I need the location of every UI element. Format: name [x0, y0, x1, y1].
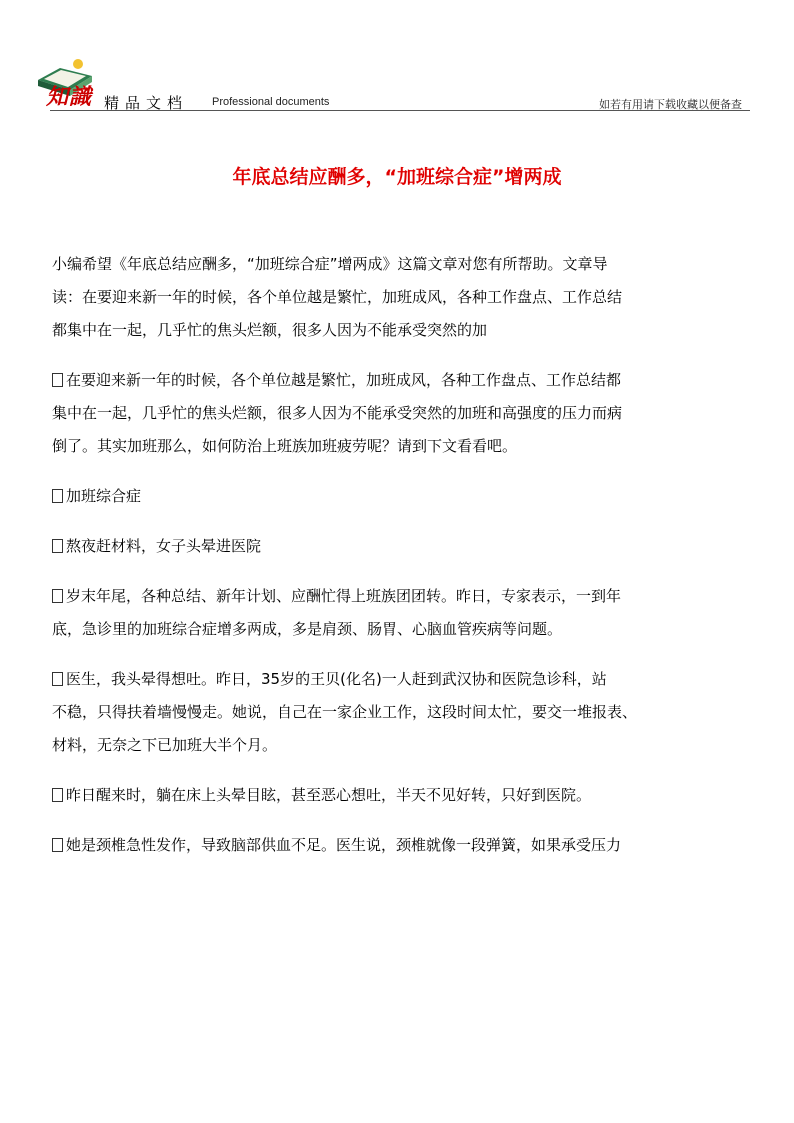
missing-glyph-box-icon — [52, 788, 63, 802]
line-text: 熬夜赶材料，女子头晕进医院 — [66, 537, 262, 555]
line-text: 加班综合症 — [66, 487, 142, 505]
paragraph-line — [52, 580, 764, 613]
paragraph-line — [52, 829, 764, 862]
line-text: 读：在要迎来新一年的时候，各个单位越是繁忙，加班成风，各种工作盘点、工作总结 — [52, 288, 623, 306]
paragraph-line — [52, 314, 764, 347]
paragraph — [52, 248, 764, 347]
header-divider — [50, 110, 750, 111]
paragraph — [52, 530, 764, 563]
line-text: 岁末年尾，各种总结、新年计划、应酬忙得上班族团团转。昨日，专家表示，一到年 — [66, 587, 622, 605]
line-text: 集中在一起，几乎忙的焦头烂额，很多人因为不能承受突然的加班和高强度的压力而病 — [52, 404, 623, 422]
paragraph — [52, 663, 764, 762]
line-text: 底，急诊里的加班综合症增多两成，多是肩颈、肠胃、心脑血管疾病等问题。 — [52, 620, 563, 638]
line-text: 不稳，只得扶着墙慢慢走。她说，自己在一家企业工作，这段时间太忙，要交一堆报表、 — [52, 703, 638, 721]
brand-title: 精品文档 — [104, 94, 189, 112]
paragraph-line — [52, 281, 764, 314]
line-text: 都集中在一起，几乎忙的焦头烂额，很多人因为不能承受突然的加 — [52, 321, 488, 339]
paragraph — [52, 480, 764, 513]
document-title: 年底总结应酬多，“加班综合症”增两成 — [232, 166, 562, 188]
missing-glyph-box-icon — [52, 373, 63, 387]
line-text: 她是颈椎急性发作，导致脑部供血不足。医生说，颈椎就像一段弹簧，如果承受压力 — [66, 836, 622, 854]
paragraph-line — [52, 696, 764, 729]
page-header — [0, 0, 794, 112]
document-body — [52, 248, 764, 879]
paragraph — [52, 779, 764, 812]
brand-subtitle: Professional documents — [212, 96, 330, 108]
paragraph-line — [52, 480, 764, 513]
paragraph-line — [52, 397, 764, 430]
line-text: 在要迎来新一年的时候，各个单位越是繁忙，加班成风，各种工作盘点、工作总结都 — [66, 371, 622, 389]
logo-lettering: 知識 — [46, 84, 93, 110]
paragraph-line — [52, 613, 764, 646]
missing-glyph-box-icon — [52, 539, 63, 553]
paragraph — [52, 580, 764, 646]
paragraph-line — [52, 530, 764, 563]
line-text: 材料，无奈之下已加班大半个月。 — [52, 736, 278, 754]
line-text: 昨日醒来时，躺在床上头晕目眩，甚至恶心想吐，半天不见好转，只好到医院。 — [66, 786, 592, 804]
missing-glyph-box-icon — [52, 489, 63, 503]
paragraph-line — [52, 729, 764, 762]
header-note: 如若有用请下载收藏以便备查 — [599, 98, 742, 111]
line-text: 医生，我头晕得想吐。昨日，35岁的王贝(化名)一人赶到武汉协和医院急诊科，站 — [66, 670, 607, 688]
paragraph — [52, 829, 764, 862]
missing-glyph-box-icon — [52, 589, 63, 603]
paragraph-line — [52, 248, 764, 281]
missing-glyph-box-icon — [52, 838, 63, 852]
paragraph-line — [52, 663, 764, 696]
line-text: 小编希望《年底总结应酬多，“加班综合症”增两成》这篇文章对您有所帮助。文章导 — [52, 255, 608, 273]
paragraph-line — [52, 430, 764, 463]
paragraph — [52, 364, 764, 463]
line-text: 倒了。其实加班那么，如何防治上班族加班疲劳呢？请到下文看看吧。 — [52, 437, 518, 455]
missing-glyph-box-icon — [52, 672, 63, 686]
paragraph-line — [52, 364, 764, 397]
paragraph-line — [52, 779, 764, 812]
